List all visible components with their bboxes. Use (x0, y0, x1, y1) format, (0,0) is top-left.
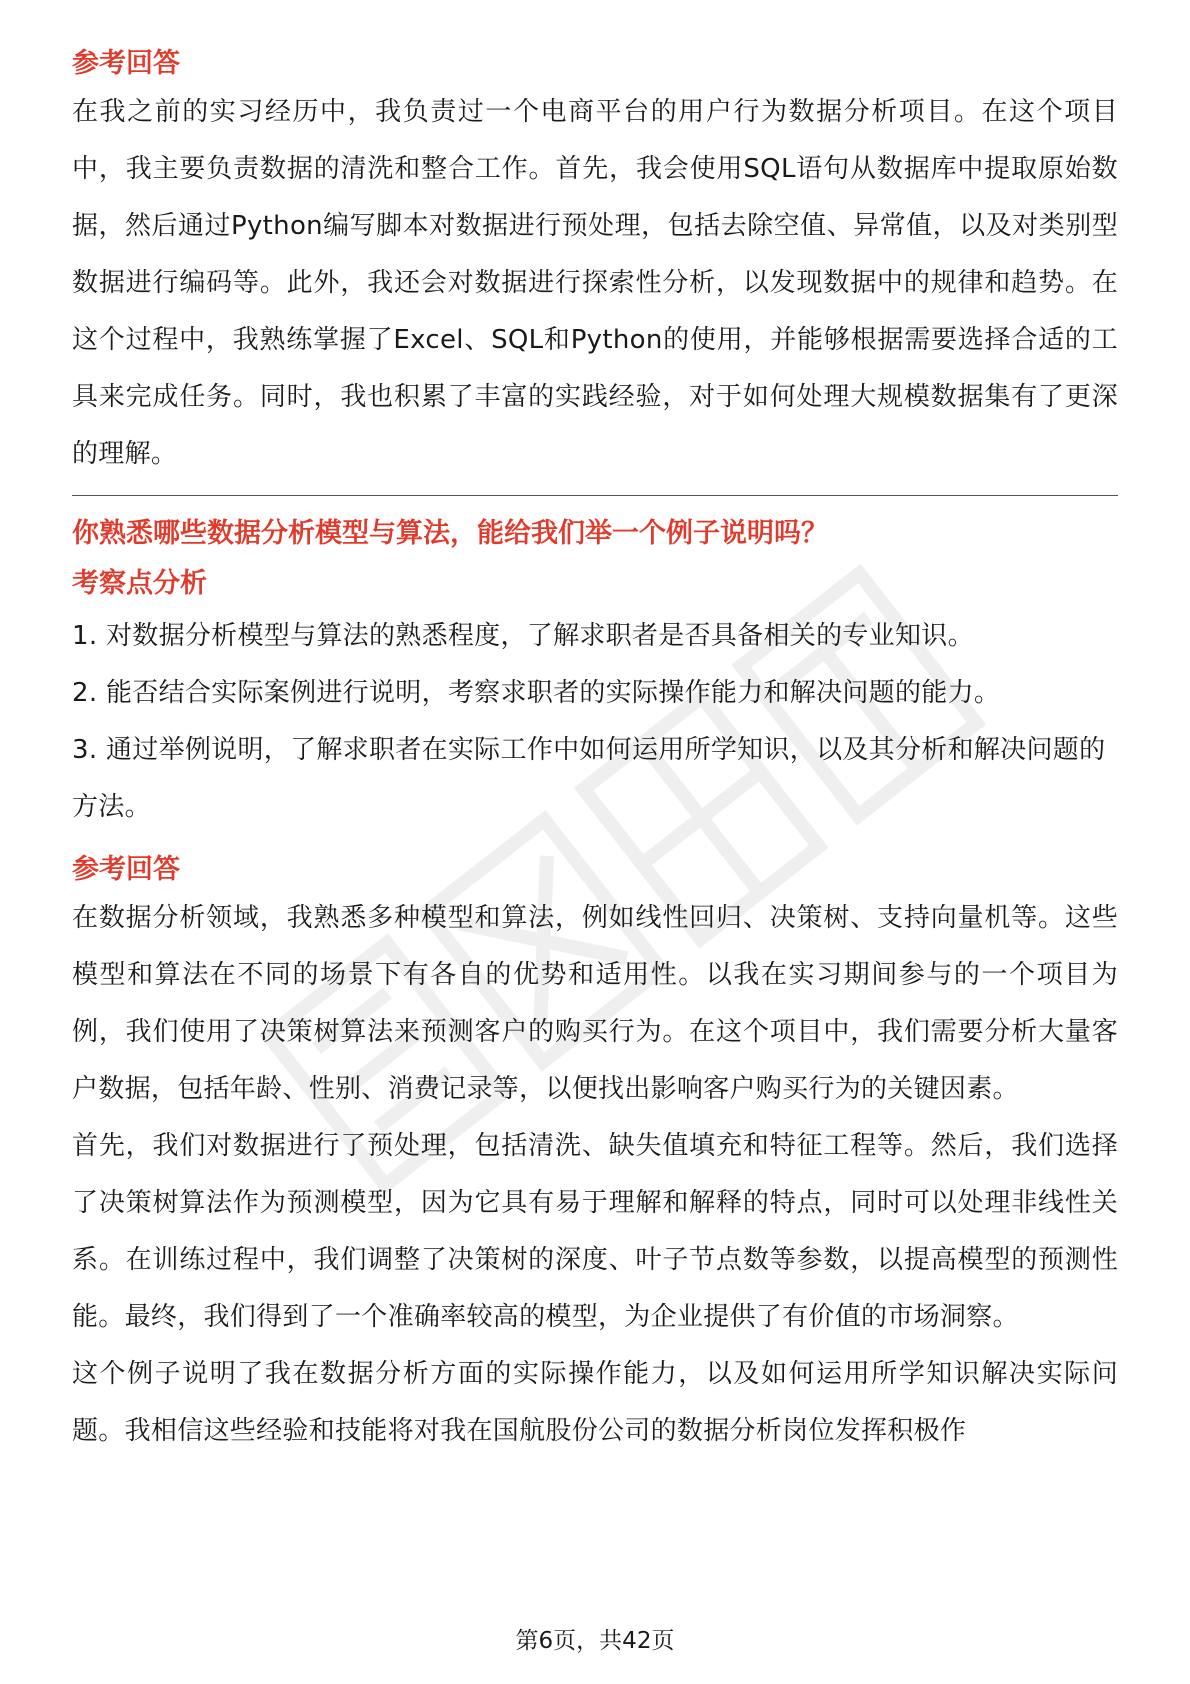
page-number: 第6页，共42页 (515, 1628, 675, 1654)
answer-heading-1: 参考回答 (72, 48, 180, 79)
answer-paragraph-2b: 首先，我们对数据进行了预处理，包括清洗、缺失值填充和特征工程等。然后，我们选择了决策树算法作为预测模型，因为它具有易于理解和解释的特点，同时可以处理非线性关系。在训练过程中，我们调整了决策树的深度、叶子节点数等参数，以提高模型的预测性能。最终，我们得到了一个准确率较高的模型，为企业提供了有价值的市场洞察。 (72, 1131, 1118, 1332)
section-divider (72, 495, 1118, 496)
analysis-heading: 考察点分析 (72, 568, 207, 599)
answer-paragraph-2c: 这个例子说明了我在数据分析方面的实际操作能力，以及如何运用所学知识解决实际问题。我相信这些经验和技能将对我在国航股份公司的数据分析岗位发挥积极作 (72, 1359, 1118, 1446)
answer-paragraph-2a: 在数据分析领域，我熟悉多种模型和算法，例如线性回归、决策树、支持向量机等。这些模型和算法在不同的场景下有各自的优势和适用性。以我在实习期间参与的一个项目为例，我们使用了决策树算法来预测客户的购买行为。在这个项目中，我们需要分析大量客户数据，包括年龄、性别、消费记录等，以便找出影响客户购买行为的关键因素。 (72, 903, 1118, 1104)
question-heading: 你熟悉哪些数据分析模型与算法，能给我们举一个例子说明吗？ (72, 518, 828, 549)
analysis-item-3: 3. 通过举例说明，了解求职者在实际工作中如何运用所学知识，以及其分析和解决问题的方法。 (72, 735, 1106, 822)
analysis-list (72, 608, 1118, 836)
analysis-item-1: 1. 对数据分析模型与算法的熟悉程度，了解求职者是否具备相关的专业知识。 (72, 621, 974, 651)
document-page (72, 44, 1118, 1460)
answer-heading-2: 参考回答 (72, 854, 180, 885)
answer-paragraph-1: 在我之前的实习经历中，我负责过一个电商平台的用户行为数据分析项目。在这个项目中，我主要负责数据的清洗和整合工作。首先，我会使用SQL语句从数据库中提取原始数据，然后通过Python编写脚本对数据进行预处理，包括去除空值、异常值，以及对类别型数据进行编码等。此外，我还会对数据进行探索性分析，以发现数据中的规律和趋势。在这个过程中，我熟练掌握了Excel、SQL和Python的使用，并能够根据需要选择合适的工具来完成任务。同时，我也积累了丰富的实践经验，对于如何处理大规模数据集有了更深的理解。 (72, 97, 1118, 469)
analysis-item-2: 2. 能否结合实际案例进行说明，考察求职者的实际操作能力和解决问题的能力。 (72, 678, 1001, 708)
